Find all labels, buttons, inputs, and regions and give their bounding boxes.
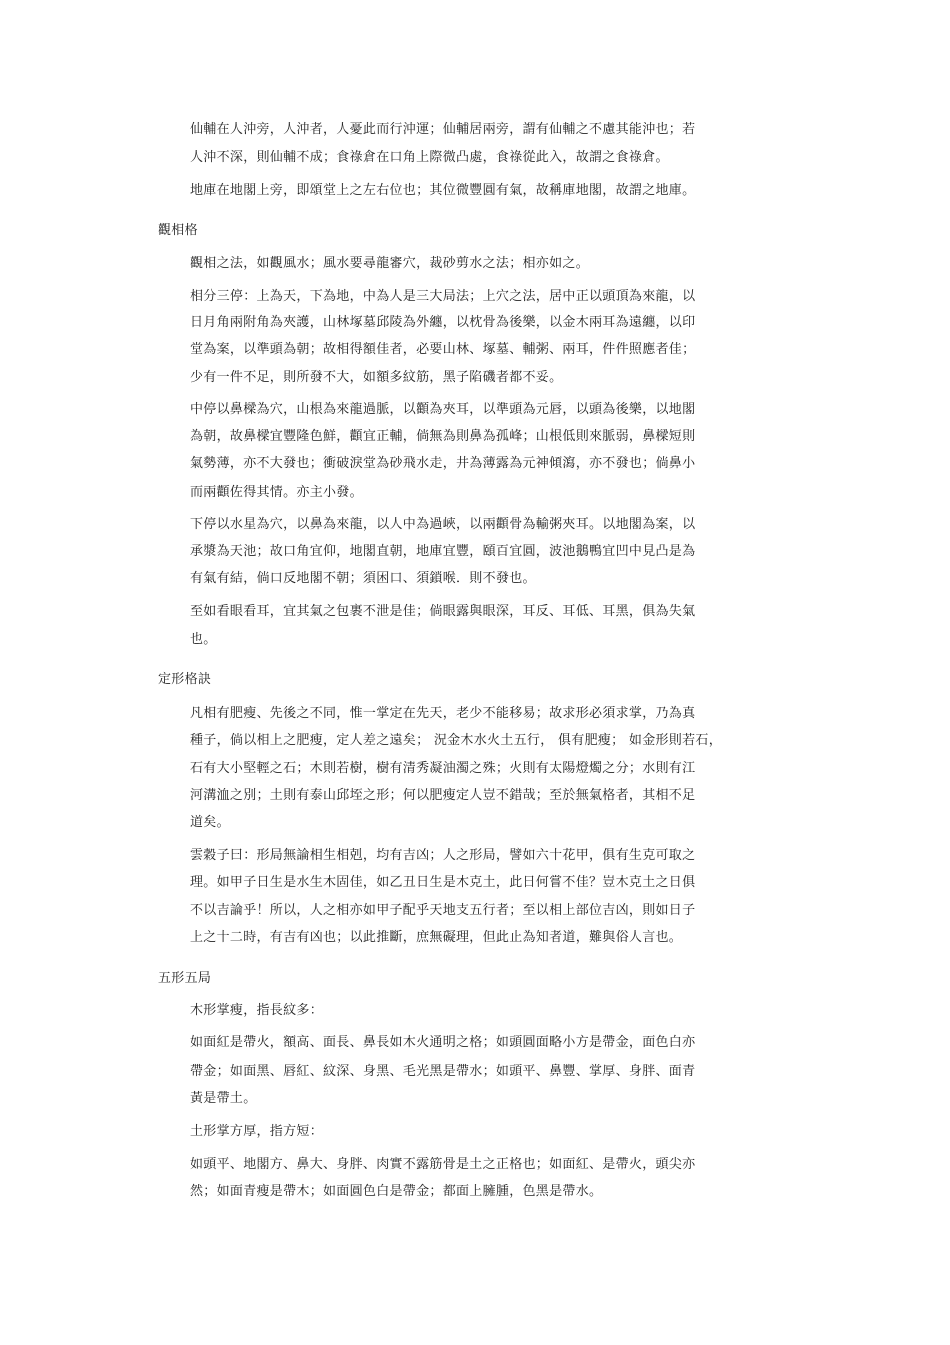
text-line: 然；如面青瘦是帶木；如面圓色白是帶金；都面上臃腫，色黑是帶水。	[190, 1184, 603, 1199]
text-line: 種子，倘以相上之肥瘦，定人差之遠矣； 況金木水火土五行， 俱有肥瘦； 如金形則若石，	[190, 733, 722, 748]
section-heading: 觀相格	[158, 223, 198, 238]
text-line: 為朝，故鼻樑宜豐隆色鮮，顴宜正輔，倘無為則鼻為孤峰；山根低則來脈弱，鼻樑短則	[190, 429, 696, 444]
text-line: 理。如甲子日生是水生木固佳，如乙丑日生是木克土，此日何嘗不佳？豈木克土之日俱	[190, 875, 696, 890]
text-line: 不以吉論乎！所以，人之相亦如甲子配乎天地支五行者；至以相上部位吉凶，則如日子	[190, 903, 696, 918]
text-line: 凡相有肥瘦、先後之不同，惟一掌定在先天，老少不能移易；故求形必須求掌，乃為真	[190, 706, 696, 721]
text-line: 承漿為天池；故口角宜仰，地閣直朝，地庫宜豐，頤百宜圓，波池鵝鴨宜凹中見凸是為	[190, 544, 696, 559]
text-line: 觀相之法，如觀風水；風水要尋龍審穴，裁砂剪水之法；相亦如之。	[190, 256, 590, 271]
text-line: 也。	[190, 632, 217, 647]
section-heading: 五形五局	[158, 971, 212, 986]
text-line: 堂為案，以準頭為朝；故相得額佳者，必要山林、塚墓、輔粥、兩耳，件件照應者佳；	[190, 342, 696, 357]
text-line: 帶金；如面黑、唇紅、紋深、身黑、毛光黑是帶水；如頭平、鼻豐、掌厚、身胖、面青	[190, 1064, 696, 1079]
text-line: 仙輔在人沖旁，人沖者，人憂此而行沖運；仙輔居兩旁，謂有仙輔之不慮其能沖也；若	[190, 122, 696, 137]
text-line: 石有大小堅輕之石；木則若樹，樹有清秀凝油濁之殊；火則有太陽燈燭之分；水則有江	[190, 761, 696, 776]
text-line: 中停以鼻樑為穴，山根為來龍過脈，以顴為夾耳，以準頭為元唇，以頭為後樂，以地閣	[190, 402, 696, 417]
text-line: 土形掌方厚，指方短：	[190, 1124, 324, 1139]
text-line: 木形掌瘦，指長紋多：	[190, 1003, 324, 1018]
text-line: 地庫在地閣上旁，即頌堂上之左右位也；其位微豐圓有氣，故稱庫地閣，故謂之地庫。	[190, 183, 696, 198]
text-line: 上之十二時，有吉有凶也；以此推斷，庶無礙理，但此止為知者道，難與俗人言也。	[190, 930, 683, 945]
text-line: 道矣。	[190, 815, 230, 830]
section-heading: 定形格訣	[158, 672, 212, 687]
text-line: 河溝洫之別；土則有泰山邱垤之形；何以肥瘦定人豈不錯哉；至於無氣格者，其相不足	[190, 788, 696, 803]
text-line: 有氣有結，倘口反地閣不朝；須困口、須鎖喉．則不發也。	[190, 571, 536, 586]
text-line: 黃是帶土。	[190, 1091, 257, 1106]
text-line: 下停以水星為穴，以鼻為來龍，以人中為過峽，以兩顴骨為輸粥夾耳。以地閣為案，以	[190, 517, 696, 532]
text-line: 如面紅是帶火，額高、面長、鼻長如木火通明之格；如頭圓面略小方是帶金，面色白亦	[190, 1035, 696, 1050]
text-line: 人沖不深，則仙輔不成；食祿倉在口角上際微凸處，食祿從此入，故謂之食祿倉。	[190, 150, 669, 165]
text-line: 而兩顴佐得其情。亦主小發。	[190, 485, 363, 500]
text-line: 相分三停：上為天，下為地，中為人是三大局法；上穴之法，居中正以頭頂為來龍，以	[190, 289, 696, 304]
text-line: 雲穀子曰：形局無論相生相剋，均有吉凶；人之形局，譬如六十花甲，俱有生克可取之	[190, 848, 696, 863]
text-line: 日月角兩附角為夾護，山林塚墓邱陵為外纏，以枕骨為後樂，以金木兩耳為遠纏，以印	[190, 315, 696, 330]
text-line: 少有一件不足，則所發不大，如額多紋筋，黑子陷磯者都不妥。	[190, 370, 563, 385]
text-line: 至如看眼看耳，宜其氣之包裹不泄是佳；倘眼露與眼深，耳反、耳低、耳黑，俱為失氣	[190, 604, 696, 619]
text-line: 如頭平、地閣方、鼻大、身胖、肉實不露筋骨是土之正格也；如面紅、是帶火，頭尖亦	[190, 1157, 696, 1172]
text-line: 氣勢薄，亦不大發也；衝破淚堂為砂飛水走，井為薄露為元神傾瀉，亦不發也；倘鼻小	[190, 456, 696, 471]
